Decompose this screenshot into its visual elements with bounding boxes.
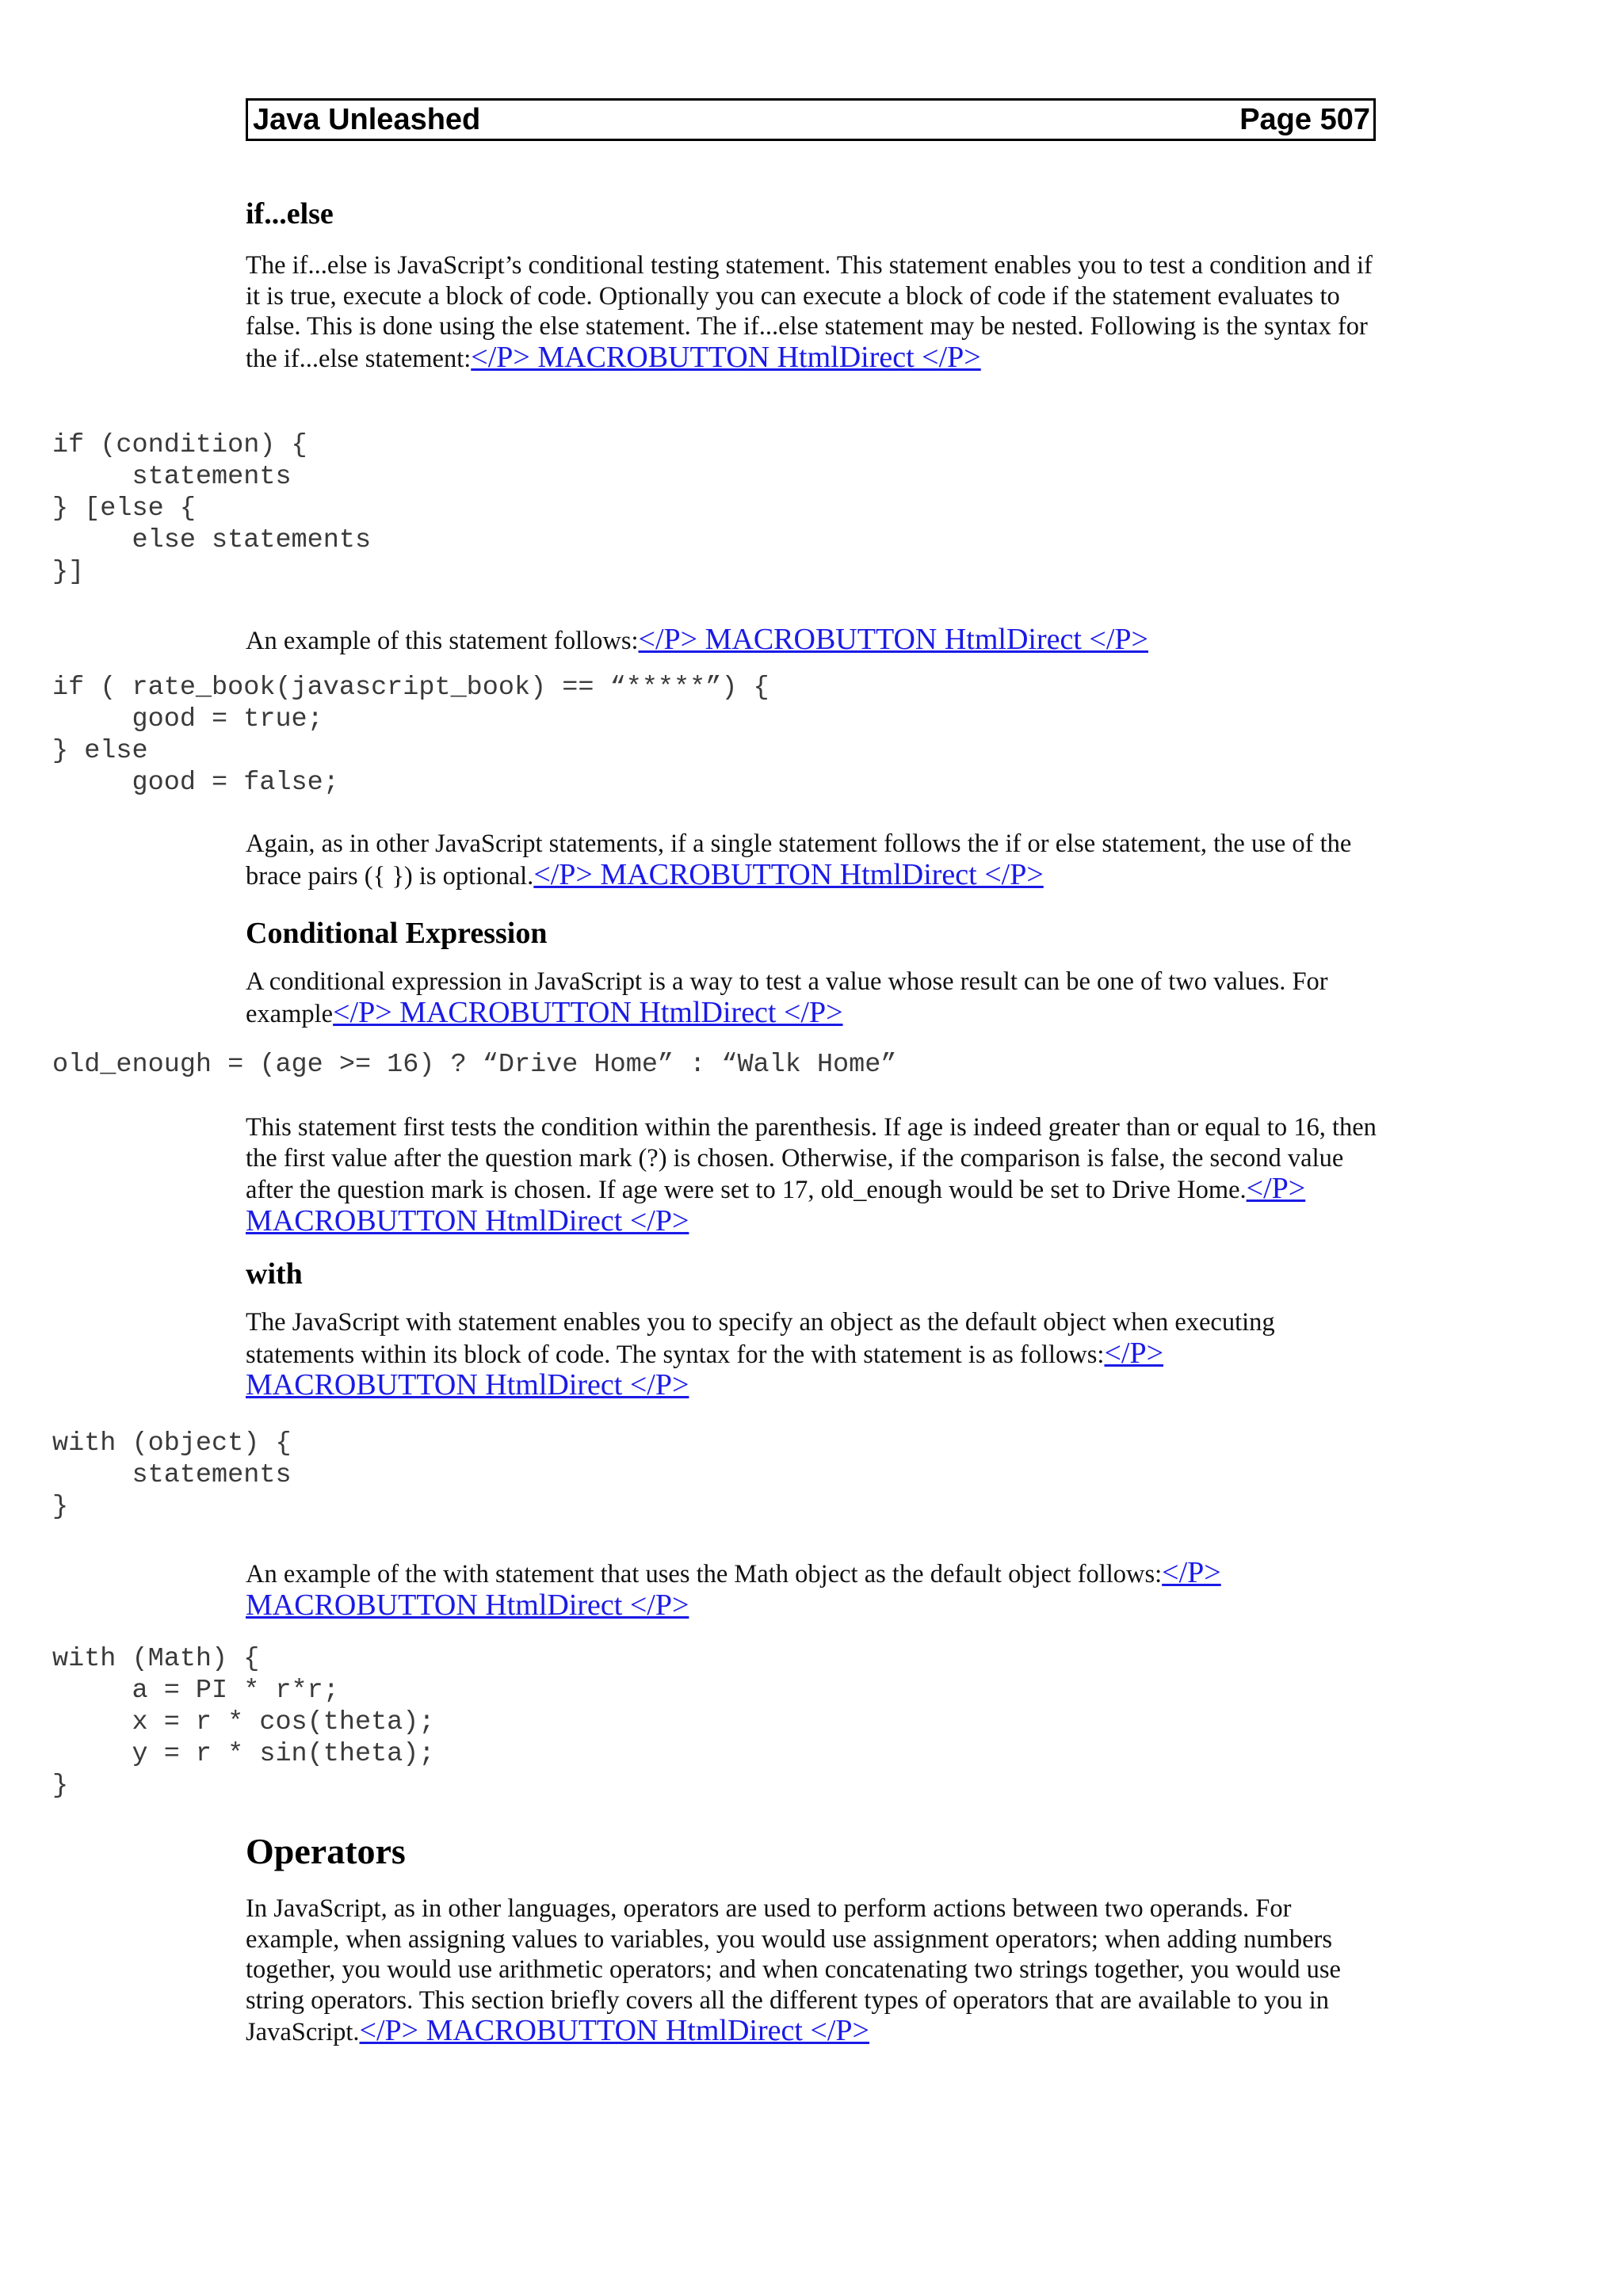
macrobutton-link[interactable]: </P> MACROBUTTON HtmlDirect </P> bbox=[471, 340, 981, 374]
paragraph-conditional-intro bbox=[246, 967, 1379, 1029]
macrobutton-link[interactable]: </P> MACROBUTTON HtmlDirect </P> bbox=[638, 623, 1148, 656]
macrobutton-link[interactable]: </P> MACROBUTTON HtmlDirect </P> bbox=[533, 857, 1044, 891]
paragraph-with-intro bbox=[246, 1307, 1379, 1402]
code-block-if-else-syntax: if (condition) { statements } [else { else statements }] bbox=[52, 430, 372, 587]
paragraph-brace-pairs bbox=[246, 829, 1379, 891]
page-header bbox=[246, 98, 1376, 141]
macrobutton-link[interactable]: </P> MACROBUTTON HtmlDirect </P> bbox=[246, 1336, 1164, 1402]
macrobutton-link[interactable]: </P> MACROBUTTON HtmlDirect </P> bbox=[333, 995, 843, 1029]
paragraph-text: Again, as in other JavaScript statements, if a single statement follows the if or else statement, the use of the brace pairs ({ }) is optional. bbox=[246, 830, 1352, 891]
paragraph-conditional-explanation bbox=[246, 1112, 1379, 1238]
code-block-conditional-example: old_enough = (age >= 16) ? “Drive Home” : “Walk Home” bbox=[52, 1050, 897, 1080]
heading-conditional-expression: Conditional Expression bbox=[246, 917, 548, 950]
paragraph-text: An example of this statement follows: bbox=[246, 627, 639, 655]
code-block-if-else-example: if ( rate_book(javascript_book) == “*****”) { good = true; } else good = false; bbox=[52, 673, 769, 798]
paragraph-text: This statement first tests the condition within the parenthesis. If age is indeed greater than or equal to 16, then the first value after the question mark (?) is chosen. Otherwise, if the comparison is false, the second value after the question mark is chosen. If age were set to 17, old_enough would be set to Drive Home. bbox=[246, 1113, 1377, 1204]
macrobutton-link[interactable]: </P> MACROBUTTON HtmlDirect </P> bbox=[246, 1172, 1306, 1238]
paragraph-if-else-example-intro bbox=[246, 624, 1379, 657]
macrobutton-link[interactable]: </P> MACROBUTTON HtmlDirect </P> bbox=[246, 1556, 1221, 1622]
code-block-with-example: with (Math) { a = PI * r*r; x = r * cos(theta); y = r * sin(theta); } bbox=[52, 1644, 435, 1801]
paragraph-with-example-intro bbox=[246, 1558, 1379, 1622]
page-number: Page 507 bbox=[1239, 102, 1370, 136]
heading-with: with bbox=[246, 1257, 303, 1291]
paragraph-text: A conditional expression in JavaScript is a way to test a value whose result can be one of two values. For example bbox=[246, 967, 1328, 1028]
paragraph-text: In JavaScript, as in other languages, operators are used to perform actions between two operands. For example, when assigning values to variables, you would use assignment operators; when adding numbers together, you would use arithmetic operators; and when concatenating two strings together, you would use string operators. This section briefly covers all the different types of operators that are available to you in JavaScript. bbox=[246, 1894, 1341, 2046]
code-block-with-syntax: with (object) { statements } bbox=[52, 1428, 292, 1522]
paragraph-text: The if...else is JavaScript’s conditional testing statement. This statement enables you to test a condition and if it is true, execute a block of code. Optionally you can execute a block of code if the statement evaluates to false. This is done using the else statement. The if...else statement may be nested. Following is the syntax for the if...else statement: bbox=[246, 251, 1373, 373]
paragraph-if-else-intro bbox=[246, 250, 1379, 374]
paragraph-text: An example of the with statement that uses the Math object as the default object follows: bbox=[246, 1560, 1163, 1589]
heading-operators: Operators bbox=[246, 1831, 406, 1871]
paragraph-text: The JavaScript with statement enables you to specify an object as the default object when executing statements within its block of code. The syntax for the with statement is as follows: bbox=[246, 1308, 1275, 1369]
book-title: Java Unleashed bbox=[253, 102, 481, 136]
macrobutton-link[interactable]: </P> MACROBUTTON HtmlDirect </P> bbox=[359, 2014, 869, 2047]
paragraph-operators-intro bbox=[246, 1894, 1379, 2048]
heading-if-else: if...else bbox=[246, 197, 334, 231]
